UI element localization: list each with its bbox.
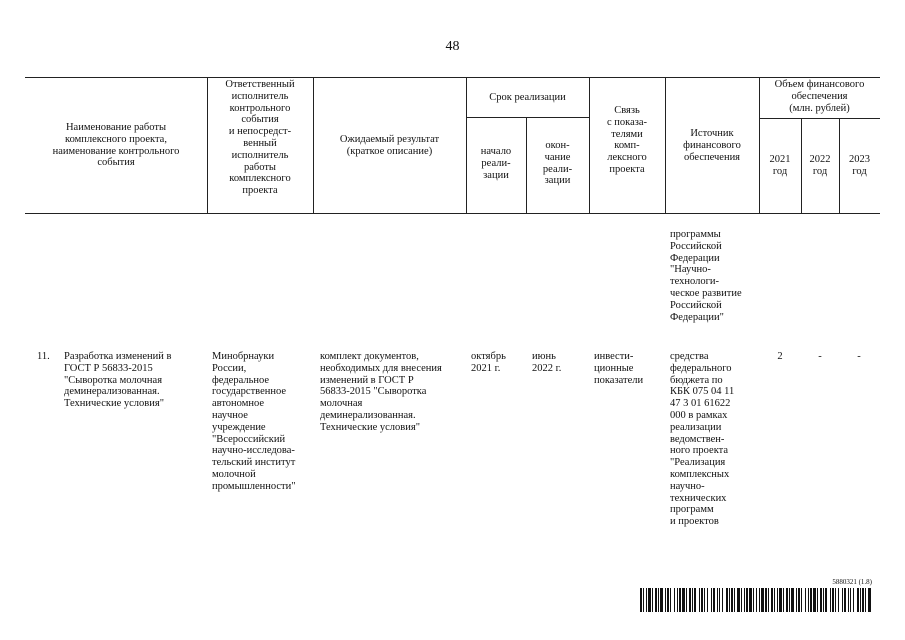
row-start-date: октябрь 2021 г. xyxy=(471,351,506,374)
header-2023: 2023 год xyxy=(849,154,870,177)
term-subheader-divider xyxy=(466,117,589,118)
row-indicator-link: инвести- ционные показатели xyxy=(594,351,644,386)
header-source: Источник финансового обеспечения xyxy=(683,128,741,163)
table-top-border xyxy=(25,77,880,78)
page-number: 48 xyxy=(445,39,460,54)
header-term: Срок реализации xyxy=(489,92,566,103)
row-funding-source: средства федерального бюджета по КБК 075 04 11 47 3 01 61622 000 в рамках реализации ведомствен- ного проекта "Реализация комплексных научно- технических программ и проектов xyxy=(670,351,735,528)
header-responsible: Ответственный исполнитель контрольного события и непосредст- венный исполнитель работы комплексного проекта xyxy=(225,79,295,197)
row-volume-2023: - xyxy=(857,351,861,362)
table-header-bottom-border xyxy=(25,213,880,214)
header-term-start: начало реали- зации xyxy=(480,146,512,181)
row-work-name: Разработка изменений в ГОСТ Р 56833-2015 "Сыворотка молочная деминерализованная. Технические условия" xyxy=(64,351,172,410)
row-volume-2022: - xyxy=(818,351,822,362)
header-term-end: окон- чание реали- зации xyxy=(542,140,573,187)
row-responsible: Минобрнауки России, федеральное государственное автономное научное учреждение "Всероссийский научно-исследова- тельский институт молочной промышленности" xyxy=(212,351,296,492)
row-end-date: июнь 2022 г. xyxy=(532,351,562,374)
barcode xyxy=(640,588,872,612)
header-name: Наименование работы комплексного проекта, наименование контрольного события xyxy=(52,122,180,169)
volume-subheader-divider xyxy=(759,118,880,119)
source-continuation: программы Российской Федерации "Научно- технологи- ческое развитие Российской Федерации" xyxy=(670,229,742,323)
header-result: Ожидаемый результат (краткое описание) xyxy=(339,134,440,157)
row-volume-2021: 2 xyxy=(777,351,783,362)
barcode-id: 5880321 (1.8) xyxy=(832,578,872,586)
row-expected-result: комплект документов, необходимых для внесения изменений в ГОСТ Р 56833-2015 "Сыворотка молочная деминерализованная. Технические условия" xyxy=(320,351,442,433)
header-2021: 2021 год xyxy=(769,154,791,177)
header-link: Связь с показа- телями комп- лексного проекта xyxy=(606,105,648,175)
header-volume: Объем финансового обеспечения (млн. рублей) xyxy=(774,79,865,114)
row-number: 11. xyxy=(37,351,50,362)
header-2022: 2022 год xyxy=(809,154,831,177)
